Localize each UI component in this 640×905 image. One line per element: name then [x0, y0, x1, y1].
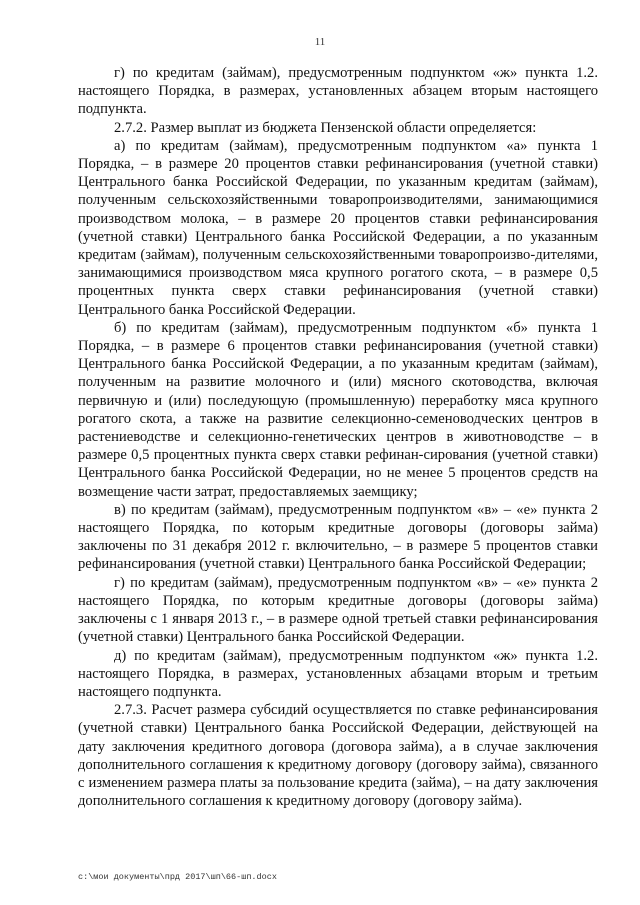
paragraph-g-1: г) по кредитам (займам), предусмотренным подпунктом «ж» пункта 1.2. настоящего Порядка, в размерах, установленных абзацем вторым настоящего подпункта.: [78, 65, 598, 118]
paragraph-d: д) по кредитам (займам), предусмотренным подпунктом «ж» пункта 1.2. настоящего Порядка, в размерах, установленных абзацами вторым и третьим настоящего подпункта.: [78, 647, 598, 700]
paragraph-g-2: г) по кредитам (займам), предусмотренным подпунктом «в» – «е» пункта 2 настоящего Порядка, по которым кредитные договоры (договоры займа) заключены с 1 января 2013 г., – в размере одной третьей ставки рефинансирования (учетной ставки) Центрального банка Российской Федерации.: [78, 574, 598, 646]
paragraph-2-7-3: 2.7.3. Расчет размера субсидий осуществляется по ставке рефинансирования (учетной ставки) Центрального банка Российской Федерации, действующей на дату заключения кредитного договора (договора займа), а в случае заключения дополнительного соглашения к кредитному договору (договору займа), связанного с изменением размера платы за пользование кредита (займа), – на дату заключения дополнительного соглашения к кредитному договору (договору займа).: [78, 702, 598, 810]
paragraph-a: а) по кредитам (займам), предусмотренным подпунктом «а» пункта 1 Порядка, – в размере 20 процентов ставки рефинансирования (учетной ставки) Центрального банка Российской Федерации, по указанным кредитам (займам), полученным сельскохозяйственными товаропроизводителями, занимающимися производством молока, – в размере 20 процентов ставки рефинансирования (учетной ставки) Центрального банка Российской Федерации, а по указанным кредитам (займам), полученным сельскохозяйственными товаропроизво-дителями, занимающимися производством мяса крупного рогатого скота, – в размере 0,5 процентных пункта сверх ставки рефинансирования (учетной ставки) Центрального банка Российской Федерации.: [78, 137, 598, 318]
paragraph-b: б) по кредитам (займам), предусмотренным подпунктом «б» пункта 1 Порядка, – в размере 6 процентов ставки рефинансирования (учетной ставки) Центрального банка Российской Федерации, а по указанным кредитам (займам), полученным на развитие молочного и (или) мясного скотоводства, включая первичную и (или) последующую (промышленную) переработку мяса крупного рогатого скота, а также на развитие селекционно-семеноводческих центров в растениеводстве и селекционно-генетических центров в животноводстве – в размере 0,5 процентных пункта сверх ставки рефинан-сирования (учетной ставки) Центрального банка Российской Федерации, но не менее 5 процентов средств на возмещение части затрат, предоставляемых заемщику;: [78, 319, 598, 500]
paragraph-2-7-2: 2.7.2. Размер выплат из бюджета Пензенской области определяется:: [114, 119, 537, 136]
paragraph-v: в) по кредитам (займам), предусмотренным подпунктом «в» – «е» пункта 2 настоящего Порядка, по которым кредитные договоры (договоры займа) заключены по 31 декабря 2012 г. включительно, – в размере 5 процентов ставки рефинансирования (учетной ставки) Центрального банка Российской Федерации;: [78, 501, 598, 573]
footer-file-path: c:\мои документы\прд 2017\шп\66-шп.docx: [78, 872, 277, 882]
page-number: 11: [314, 36, 326, 48]
document-body: [78, 64, 598, 810]
